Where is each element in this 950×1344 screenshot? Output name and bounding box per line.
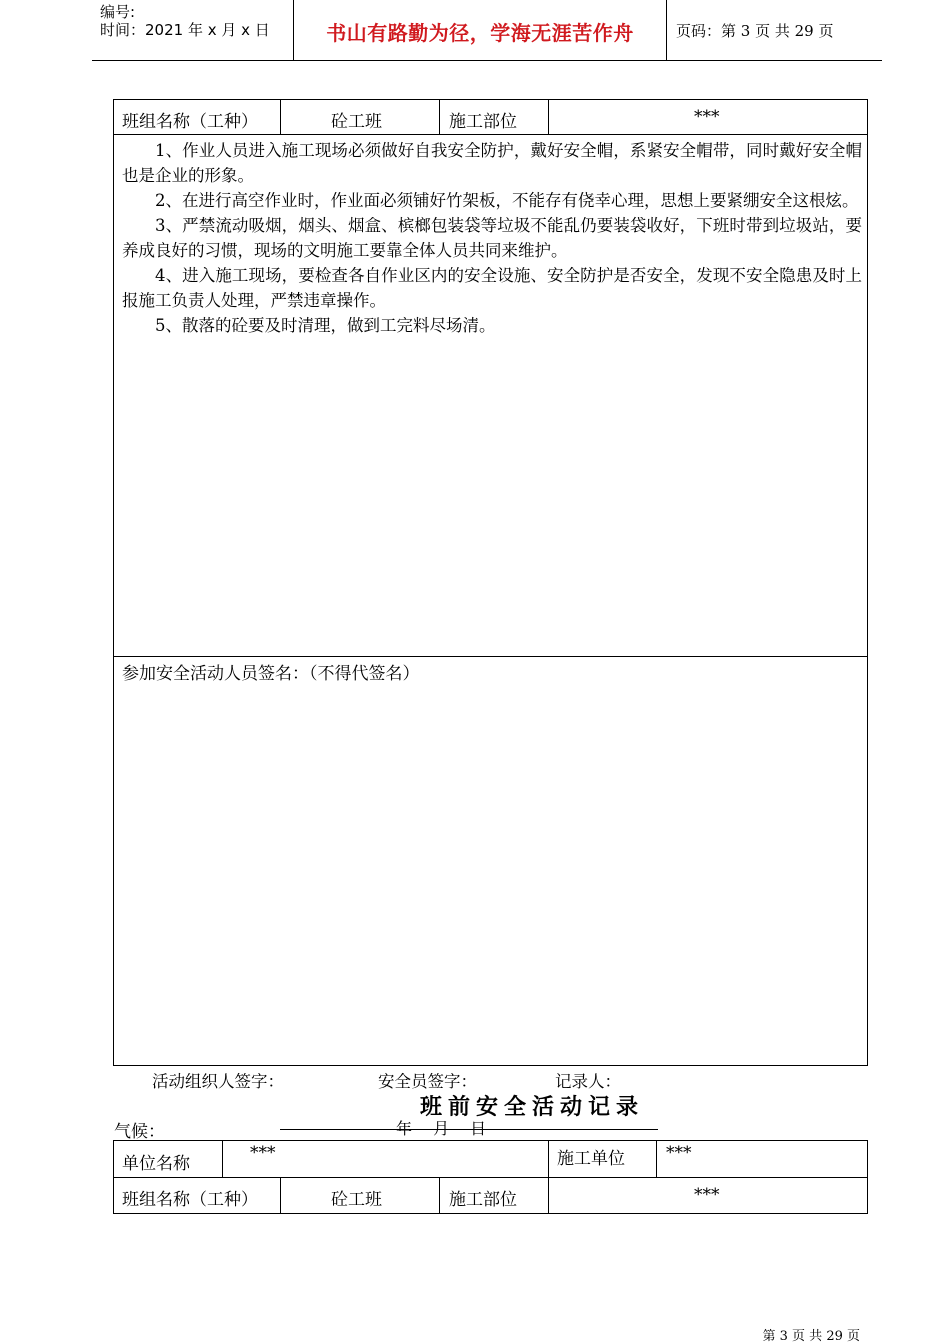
- team-label: 班组名称（工种）: [122, 112, 258, 132]
- header-rule: [92, 60, 882, 61]
- table-divider: [113, 134, 868, 135]
- location-value: ***: [694, 1185, 720, 1205]
- table-divider: [439, 99, 440, 135]
- location-label: 施工部位: [449, 1190, 517, 1210]
- header-page-info: 页码：第 3 页 共 29 页: [676, 22, 834, 40]
- safety-officer-signature: 安全员签字：: [378, 1072, 477, 1091]
- table-divider: [113, 1177, 868, 1178]
- location-label: 施工部位: [449, 112, 517, 132]
- footer-page-number: 第 3 页 共 29 页: [762, 1329, 860, 1344]
- rule-item: 1、作业人员进入施工现场必须做好自我安全防护，戴好安全帽，系紧安全帽带，同时戴好安全帽也是企业的形象。: [122, 141, 862, 185]
- organizer-signature: 活动组织人签字：: [152, 1072, 284, 1091]
- location-value: ***: [694, 107, 720, 127]
- safety-rules: [122, 138, 862, 338]
- signature-label: 参加安全活动人员签名：（不得代签名）: [122, 664, 420, 684]
- rule-item: 5、散落的砼要及时清理，做到工完料尽场清。: [155, 316, 496, 335]
- table-divider: [222, 1140, 223, 1178]
- team-value: 砼工班: [331, 1190, 382, 1210]
- table-divider: [656, 1140, 657, 1178]
- table-divider: [280, 1177, 281, 1214]
- doc-id-label: 编号:: [100, 3, 136, 21]
- table-divider: [548, 99, 549, 135]
- record-title: 班前安全活动记录: [420, 1094, 645, 1120]
- team-label: 班组名称（工种）: [122, 1190, 258, 1210]
- construction-unit-value: ***: [666, 1143, 692, 1163]
- unit-value: ***: [250, 1143, 276, 1163]
- table-divider: [548, 1140, 549, 1214]
- header-divider: [666, 0, 667, 60]
- table-divider: [439, 1177, 440, 1214]
- weather-label: 气候：: [114, 1122, 165, 1142]
- team-value: 砼工班: [331, 112, 382, 132]
- record-date: 年 月 日: [396, 1119, 495, 1138]
- rule-item: 4、进入施工现场，要检查各自作业区内的安全设施、安全防护是否安全，发现不安全隐患及时上报施工负责人处理，严禁违章操作。: [122, 266, 862, 310]
- recorder-signature: 记录人：: [555, 1072, 621, 1091]
- rule-item: 3、严禁流动吸烟，烟头、烟盒、槟榔包装袋等垃圾不能乱仍要装袋收好，下班时带到垃圾站，要养成良好的习惯，现场的文明施工要靠全体人员共同来维护。: [122, 216, 862, 260]
- construction-unit-label: 施工单位: [557, 1149, 625, 1169]
- header-motto: 书山有路勤为径，学海无涯苦作舟: [326, 21, 634, 45]
- unit-label: 单位名称: [122, 1154, 190, 1174]
- doc-time: 时间：2021 年 x 月 x 日: [100, 21, 270, 39]
- rule-item: 2、在进行高空作业时，作业面必须铺好竹架板，不能存有侥幸心理，思想上要紧绷安全这根炫。: [155, 191, 859, 210]
- table-divider: [113, 656, 868, 657]
- table-divider: [280, 99, 281, 135]
